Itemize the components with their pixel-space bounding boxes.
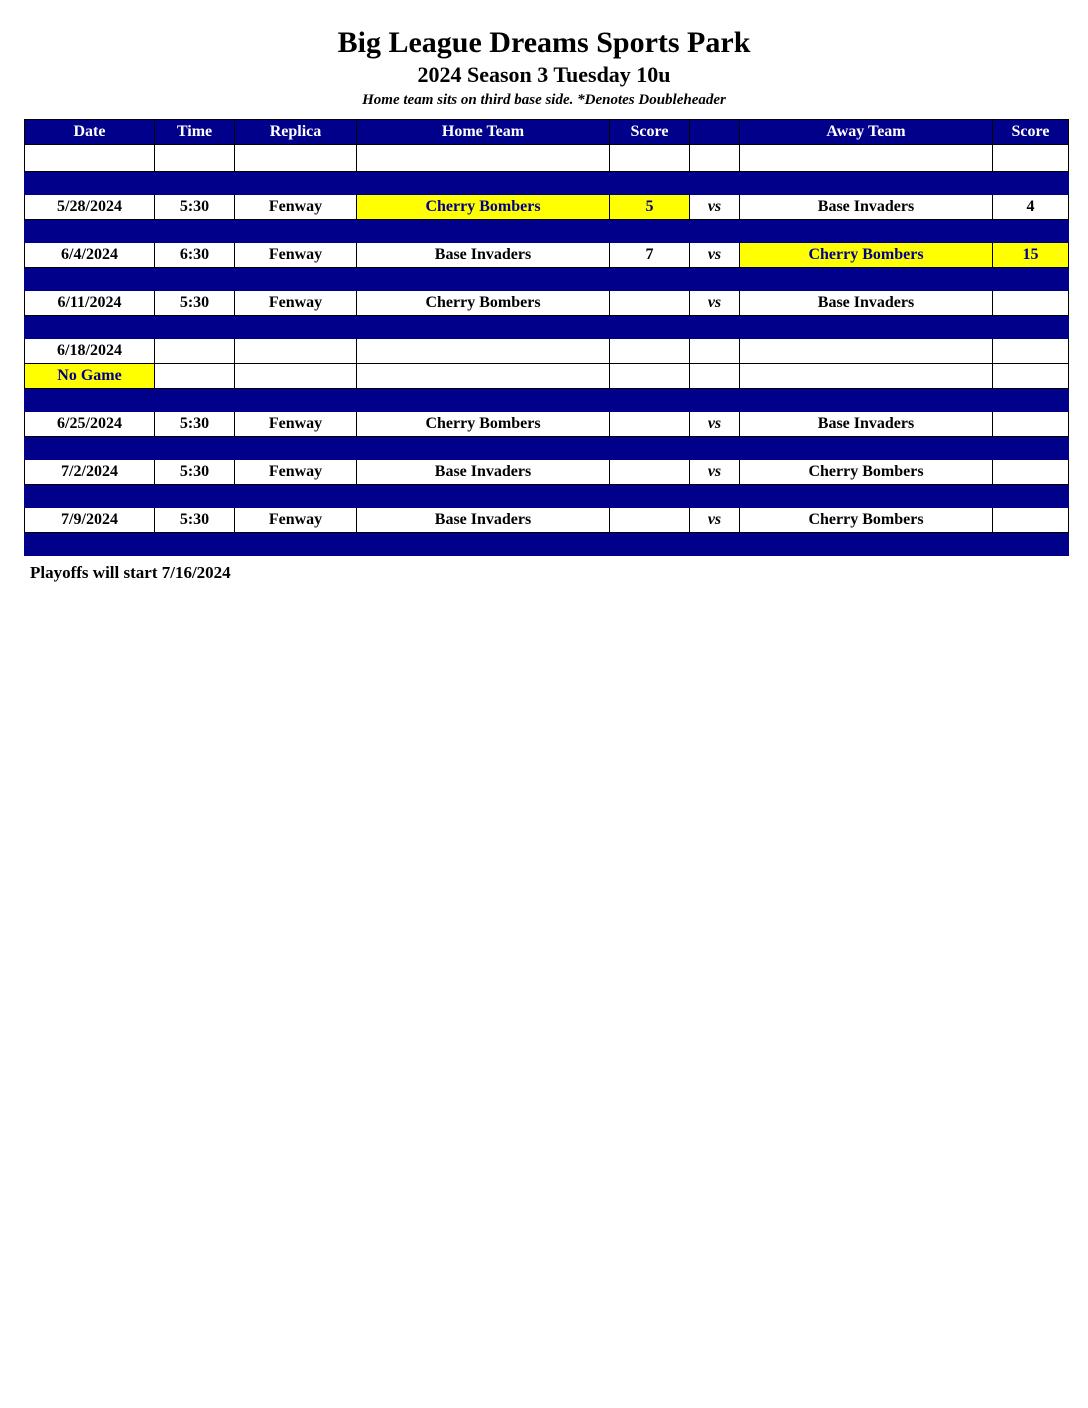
cell-date: 6/11/2024 <box>25 291 155 316</box>
cell-time <box>155 172 235 195</box>
cell-away-team <box>740 339 993 364</box>
cell-away-score <box>993 172 1069 195</box>
cell-vs: vs <box>690 243 740 268</box>
column-header-away-score: Score <box>993 120 1069 145</box>
cell-home-team: Cherry Bombers <box>357 291 610 316</box>
cell-home-score <box>610 291 690 316</box>
cell-home-team <box>357 485 610 508</box>
cell-home-score <box>610 412 690 437</box>
cell-home-score <box>610 508 690 533</box>
cell-home-team: Cherry Bombers <box>357 195 610 220</box>
table-spacer-row <box>25 485 1069 508</box>
cell-away-score <box>993 291 1069 316</box>
cell-time <box>155 339 235 364</box>
cell-away-score <box>993 460 1069 485</box>
cell-vs: vs <box>690 508 740 533</box>
cell-date <box>25 437 155 460</box>
cell-away-score <box>993 268 1069 291</box>
cell-home-score <box>610 437 690 460</box>
cell-home-team <box>357 172 610 195</box>
cell-time: 5:30 <box>155 460 235 485</box>
playoffs-note: Playoffs will start 7/16/2024 <box>30 563 231 582</box>
column-header-time: Time <box>155 120 235 145</box>
cell-time <box>155 316 235 339</box>
cell-home-score <box>610 339 690 364</box>
cell-away-score <box>993 508 1069 533</box>
table-spacer-row <box>25 172 1069 195</box>
cell-away-team <box>740 145 993 172</box>
cell-away-score <box>993 339 1069 364</box>
cell-time <box>155 485 235 508</box>
cell-vs <box>690 145 740 172</box>
column-header-replica: Replica <box>235 120 357 145</box>
cell-date <box>25 533 155 556</box>
cell-vs <box>690 533 740 556</box>
cell-home-score: 5 <box>610 195 690 220</box>
column-header-vs <box>690 120 740 145</box>
table-row <box>25 243 1069 268</box>
cell-away-score <box>993 389 1069 412</box>
table-spacer-row <box>25 316 1069 339</box>
cell-home-team <box>357 389 610 412</box>
cell-replica: Fenway <box>235 460 357 485</box>
column-header-home-score: Score <box>610 120 690 145</box>
cell-date: 7/2/2024 <box>25 460 155 485</box>
cell-home-team: Base Invaders <box>357 508 610 533</box>
cell-replica <box>235 339 357 364</box>
cell-date: 6/25/2024 <box>25 412 155 437</box>
cell-vs <box>690 364 740 389</box>
column-header-date: Date <box>25 120 155 145</box>
cell-date: 5/28/2024 <box>25 195 155 220</box>
cell-vs: vs <box>690 460 740 485</box>
cell-away-score <box>993 145 1069 172</box>
table-row <box>25 460 1069 485</box>
cell-away-score <box>993 364 1069 389</box>
cell-time: 5:30 <box>155 195 235 220</box>
page-title: Big League Dreams Sports Park <box>337 26 751 59</box>
cell-away-team <box>740 364 993 389</box>
cell-away-team: Base Invaders <box>740 195 993 220</box>
cell-home-team <box>357 364 610 389</box>
cell-home-score <box>610 533 690 556</box>
cell-away-team: Base Invaders <box>740 291 993 316</box>
cell-away-score <box>993 485 1069 508</box>
table-spacer-row <box>25 437 1069 460</box>
cell-away-score <box>993 220 1069 243</box>
table-row <box>25 412 1069 437</box>
table-blank-row <box>25 145 1069 172</box>
cell-replica <box>235 145 357 172</box>
cell-away-score <box>993 533 1069 556</box>
cell-date <box>25 172 155 195</box>
table-spacer-row <box>25 220 1069 243</box>
cell-away-team <box>740 437 993 460</box>
cell-away-team <box>740 485 993 508</box>
cell-time <box>155 268 235 291</box>
table-spacer-row <box>25 533 1069 556</box>
cell-replica <box>235 389 357 412</box>
cell-date: 7/9/2024 <box>25 508 155 533</box>
cell-home-team <box>357 339 610 364</box>
cell-away-score: 15 <box>993 243 1069 268</box>
table-header <box>25 120 1069 145</box>
cell-replica: Fenway <box>235 412 357 437</box>
cell-time <box>155 145 235 172</box>
cell-home-team: Cherry Bombers <box>357 412 610 437</box>
cell-vs <box>690 437 740 460</box>
cell-replica <box>235 316 357 339</box>
cell-date <box>25 316 155 339</box>
cell-time: 5:30 <box>155 412 235 437</box>
cell-home-score <box>610 364 690 389</box>
cell-home-team <box>357 220 610 243</box>
cell-away-team: Cherry Bombers <box>740 243 993 268</box>
cell-away-team <box>740 268 993 291</box>
cell-home-score <box>610 389 690 412</box>
cell-replica: Fenway <box>235 291 357 316</box>
cell-vs: vs <box>690 412 740 437</box>
cell-vs <box>690 389 740 412</box>
cell-date <box>25 268 155 291</box>
cell-home-team <box>357 316 610 339</box>
table-row <box>25 291 1069 316</box>
cell-time <box>155 364 235 389</box>
cell-home-team: Base Invaders <box>357 460 610 485</box>
cell-home-team <box>357 145 610 172</box>
cell-away-team: Base Invaders <box>740 412 993 437</box>
cell-vs: vs <box>690 291 740 316</box>
cell-vs: vs <box>690 195 740 220</box>
schedule-table <box>24 119 1069 556</box>
cell-replica <box>235 364 357 389</box>
table-row <box>25 339 1069 364</box>
cell-time: 5:30 <box>155 291 235 316</box>
cell-time <box>155 533 235 556</box>
cell-home-score: 7 <box>610 243 690 268</box>
cell-home-team: Base Invaders <box>357 243 610 268</box>
cell-vs <box>690 268 740 291</box>
cell-away-team: Cherry Bombers <box>740 460 993 485</box>
cell-replica <box>235 220 357 243</box>
cell-replica <box>235 533 357 556</box>
cell-date: No Game <box>25 364 155 389</box>
cell-vs <box>690 339 740 364</box>
cell-time <box>155 437 235 460</box>
cell-away-team <box>740 533 993 556</box>
cell-time: 5:30 <box>155 508 235 533</box>
cell-home-team <box>357 437 610 460</box>
cell-away-team: Cherry Bombers <box>740 508 993 533</box>
cell-home-team <box>357 533 610 556</box>
cell-home-score <box>610 268 690 291</box>
cell-away-team <box>740 316 993 339</box>
cell-vs <box>690 220 740 243</box>
cell-home-score <box>610 220 690 243</box>
cell-away-score: 4 <box>993 195 1069 220</box>
cell-date <box>25 485 155 508</box>
cell-away-team <box>740 220 993 243</box>
table-body <box>25 145 1069 556</box>
cell-date <box>25 389 155 412</box>
cell-replica: Fenway <box>235 195 357 220</box>
column-header-home-team: Home Team <box>357 120 610 145</box>
table-spacer-row <box>25 389 1069 412</box>
cell-away-score <box>993 437 1069 460</box>
cell-vs <box>690 172 740 195</box>
cell-away-team <box>740 172 993 195</box>
cell-replica <box>235 268 357 291</box>
cell-replica <box>235 172 357 195</box>
cell-vs <box>690 316 740 339</box>
cell-time: 6:30 <box>155 243 235 268</box>
cell-home-score <box>610 145 690 172</box>
cell-time <box>155 389 235 412</box>
cell-replica <box>235 485 357 508</box>
page-subtitle: 2024 Season 3 Tuesday 10u <box>417 62 671 87</box>
page-note: Home team sits on third base side. *Denotes Doubleheader <box>362 92 726 108</box>
cell-home-score <box>610 316 690 339</box>
cell-date <box>25 220 155 243</box>
cell-home-score <box>610 460 690 485</box>
cell-away-score <box>993 316 1069 339</box>
cell-away-score <box>993 412 1069 437</box>
cell-replica <box>235 437 357 460</box>
cell-time <box>155 220 235 243</box>
cell-away-team <box>740 389 993 412</box>
table-row <box>25 195 1069 220</box>
cell-date <box>25 145 155 172</box>
cell-replica: Fenway <box>235 508 357 533</box>
cell-home-score <box>610 485 690 508</box>
table-row <box>25 364 1069 389</box>
table-row <box>25 508 1069 533</box>
cell-date: 6/18/2024 <box>25 339 155 364</box>
table-spacer-row <box>25 268 1069 291</box>
cell-home-team <box>357 268 610 291</box>
table-header-row <box>25 120 1069 145</box>
cell-replica: Fenway <box>235 243 357 268</box>
column-header-away-team: Away Team <box>740 120 993 145</box>
cell-vs <box>690 485 740 508</box>
cell-home-score <box>610 172 690 195</box>
cell-date: 6/4/2024 <box>25 243 155 268</box>
